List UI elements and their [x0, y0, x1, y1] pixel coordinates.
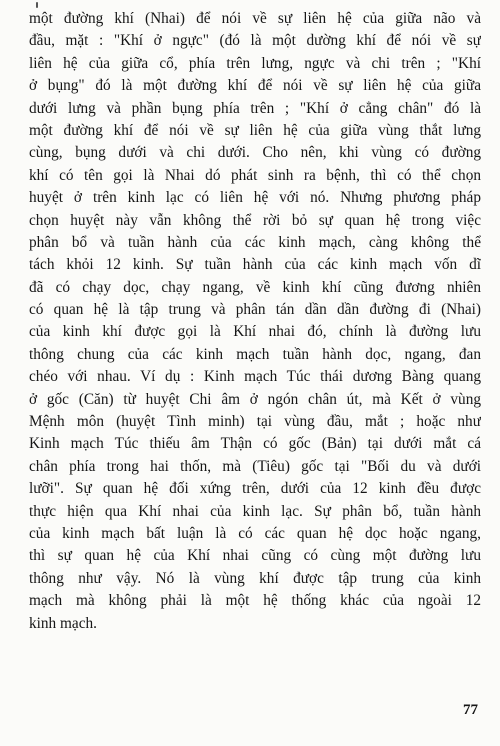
text-line: một đường khí để nói về sự liên hệ của giữa vùng thắt lưng	[29, 121, 481, 139]
text-line: có quan hệ là tập trung và phân tán dần dần đường đi (Nhai)	[29, 301, 481, 319]
text-line: chọn huyệt này vẫn không thể rời bỏ sự quan hệ trong việc	[29, 211, 481, 229]
text-line: cùng, bụng dưới và chi dưới. Cho nên, khi vùng có đường	[29, 144, 481, 162]
text-line: thì sự quan hệ của Khí nhai cũng có cùng một đường lưu	[29, 547, 481, 565]
text-line: một đường khí (Nhai) để nói về sự liên hệ của giữa não và	[29, 10, 481, 27]
text-line: tách khỏi 12 kinh. Sự tuần hành của các kinh mạch vốn dĩ	[29, 256, 481, 274]
text-line: liên hệ của giữa cổ, phía trên lưng, ngực và chi trên ; "Khí	[29, 54, 481, 72]
text-line: mạch mà không phải là một hệ thống khác của ngoài 12	[29, 592, 481, 610]
text-line: đầu, mặt : "Khí ở ngực" (đó là một dường khí để nói về sự	[29, 32, 481, 50]
body-text	[29, 8, 481, 635]
text-line: của kinh mạch bất luận là có các quan hệ dọc hoặc ngang,	[29, 524, 481, 542]
text-line: chân phía trong hai thốn, mà (Tiêu) gốc tại "Bối du và dưới	[29, 457, 481, 475]
text-line: lưỡi". Sự quan hệ đối xứng trên, dưới của 12 kinh đều được	[29, 480, 481, 498]
text-line: thông như vậy. Nó là vùng khí được tập trung của kinh	[29, 569, 481, 587]
text-line: thực hiện qua Khí nhai của kinh lạc. Sự phân bổ, tuần hành	[29, 502, 481, 520]
text-line: phân bổ và tuần hành của các kinh mạch, càng không thể	[29, 233, 481, 251]
text-line: khí có tên gọi là Nhai dó phát sinh ra bệnh, thì có thể chọn	[29, 166, 481, 184]
text-line: dưới lưng và phần bụng phía trên ; "Khí ở cẳng chân" đó là	[29, 99, 481, 117]
text-line: ở gốc (Căn) từ huyệt Chi âm ở ngón chân út, mà Kết ở vùng	[29, 390, 481, 408]
text-line: kinh mạch.	[29, 614, 97, 632]
text-line: ở bụng" đó là một đường khí để nói về sự liên hệ của giữa	[29, 77, 481, 95]
text-line: của kinh khí được gọi là Khí nhai đó, chính là đường lưu	[29, 323, 481, 341]
page-number: 77	[463, 702, 478, 718]
text-line: Mệnh môn (huyệt Tình minh) tại vùng đầu, mắt ; hoặc như	[29, 413, 481, 431]
text-line: thông chung của các kinh mạch tuần hành dọc, ngang, đan	[29, 345, 481, 363]
text-line: đã có chạy dọc, chạy ngang, về kinh khí cũng đương nhiên	[29, 278, 481, 296]
text-line: chéo với nhau. Ví dụ : Kinh mạch Túc thái dương Bàng quang	[29, 368, 481, 386]
text-line: Kinh mạch Túc thiếu âm Thận có gốc (Bản) tại dưới mắt cá	[29, 435, 481, 453]
text-line: huyệt ở trên kinh lạc có liên hệ với nó. Nhưng phương pháp	[29, 189, 481, 207]
